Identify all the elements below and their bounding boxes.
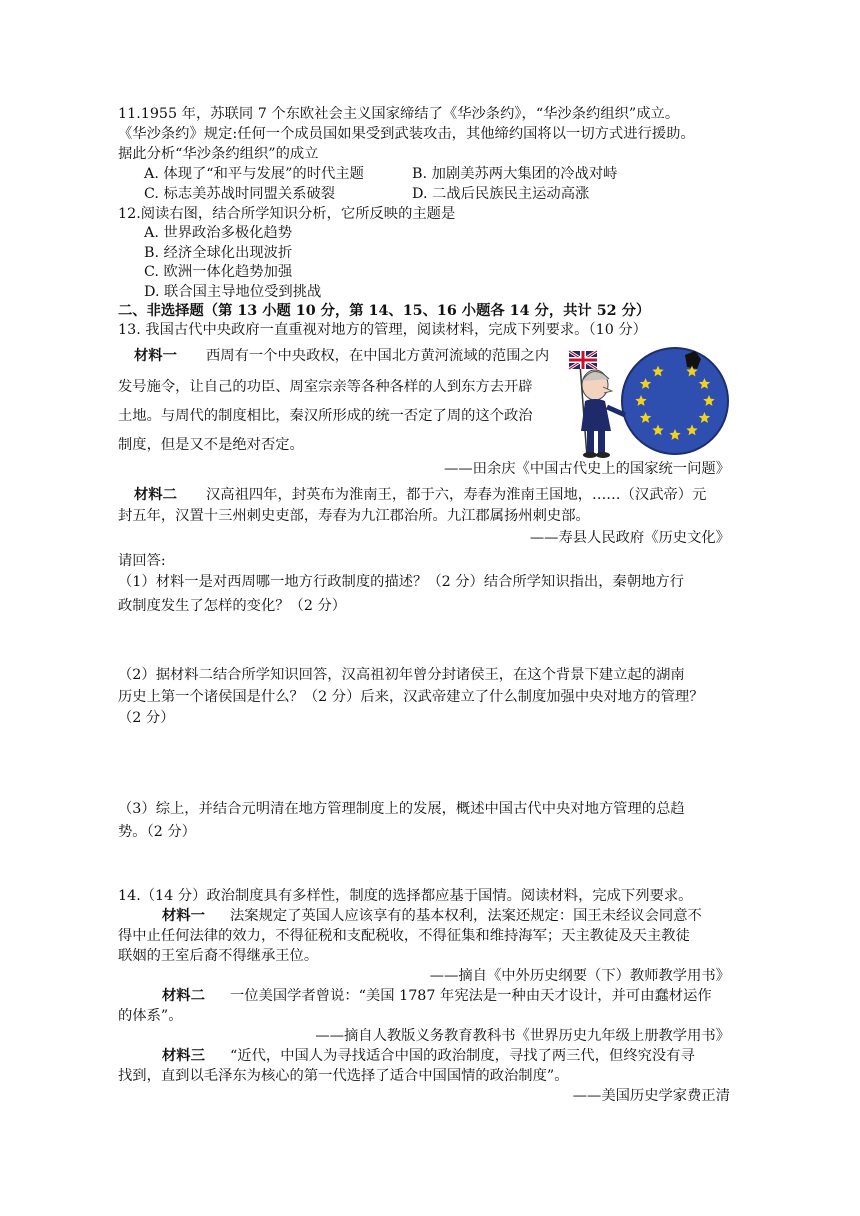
q14-material-3-line-1: “近代，中国人为寻找适合中国的政治制度，寻找了两三代，但终究没有寻	[230, 1048, 695, 1064]
q14-material-3-line-2: 找到，直到以毛泽东为核心的第一代选择了适合中国国情的政治制度”。	[118, 1068, 569, 1084]
q11-option-b: B. 加剧美苏两大集团的冷战对峙	[412, 166, 618, 182]
q14-material-3-label: 材料三	[162, 1048, 205, 1064]
eu-flag-circle-icon	[622, 348, 728, 454]
q13-stem: 13. 我国古代中央政府一直重视对地方的管理，阅读材料，完成下列要求。（10 分）	[118, 322, 647, 338]
q13-material-2-source: ——寿县人民政府《历史文化》	[529, 530, 730, 546]
q11-option-c: C. 标志美苏战时同盟关系破裂	[144, 186, 336, 202]
q14-material-1-line-1: 法案规定了英国人应该享有的基本权利，法案还规定：国王未经议会同意不	[230, 908, 702, 924]
q11-option-d: D. 二战后民族民主运动高涨	[412, 186, 590, 202]
q13-material-1-line-1: 西周有一个中央政权，在中国北方黄河流域的范围之内	[206, 348, 550, 364]
q14-material-1-line-2: 得中止任何法律的效力，不得征税和支配税收，不得征集和维持海军；天主教徒及天主教徒	[118, 928, 690, 944]
q13-material-1-line-2: 发号施令，让自己的功臣、周室宗亲等各种各样的人到东方去开辟	[118, 379, 533, 395]
q14-stem: 14.（14 分）政治制度具有多样性，制度的选择都应基于国情。阅读材料，完成下列要求。	[118, 888, 693, 904]
q13-answer-prompt: 请回答:	[118, 553, 166, 569]
q13-part-2-line-1: （2）据材料二结合所学知识回答，汉高祖初年曾分封诸侯王，在这个背景下建立起的湖南	[118, 667, 685, 683]
q13-material-1-source: ——田余庆《中国古代史上的国家统一问题》	[444, 461, 730, 477]
q13-part-1-line-2: 政制度发生了怎样的变化？（2 分）	[118, 598, 347, 614]
q13-material-2-label: 材料二	[134, 487, 177, 503]
q13-part-3-line-1: （3）综上，并结合元明清在地方管理制度上的发展，概述中国古代中央对地方管理的总趋	[118, 801, 685, 817]
q14-material-2-line-1: 一位美国学者曾说：“美国 1787 年宪法是一种由天才设计，并可由蠢材运作	[230, 988, 712, 1004]
q13-material-1-label: 材料一	[134, 348, 177, 364]
q13-part-3-line-2: 势。（2 分）	[118, 824, 196, 840]
q13-material-2-line-1: 汉高祖四年，封英布为淮南王，都于六，寿春为淮南王国地，……（汉武帝）元	[206, 487, 707, 503]
q14-material-2-label: 材料二	[162, 988, 205, 1004]
q13-material-1-line-4: 制度，但是又不是绝对否定。	[118, 437, 304, 453]
section-2-heading: 二、非选择题（第 13 小题 10 分，第 14、15、16 小题各 14 分，共计 52 分）	[118, 303, 651, 319]
q13-part-2-line-2: 历史上第一个诸侯国是什么？（2 分）后来，汉武帝建立了什么制度加强中央对地方的管理？	[118, 689, 704, 705]
q14-material-3-source: ——美国历史学家费正清	[572, 1088, 730, 1104]
union-jack-flag-icon	[569, 351, 597, 369]
q12-option-c: C. 欧洲一体化趋势加强	[144, 264, 293, 280]
brexit-cartoon-image	[567, 345, 733, 463]
politician-figure-icon	[569, 351, 625, 458]
q14-material-1-label: 材料一	[162, 908, 205, 924]
q11-stem-line-1: 11.1955 年，苏联同 7 个东欧社会主义国家缔结了《华沙条约》，“华沙条约组织”成立。	[118, 106, 680, 122]
q14-material-1-line-3: 联姻的王室后裔不得继承王位。	[118, 948, 319, 964]
q13-material-1-line-3: 土地。与周代的制度相比，秦汉所形成的统一否定了周的这个政治	[118, 408, 533, 424]
q11-stem-line-2: 《华沙条约》规定:任何一个成员国如果受到武装攻击，其他缔约国将以一切方式进行援助。	[118, 126, 695, 142]
q12-option-a: A. 世界政治多极化趋势	[144, 225, 293, 241]
q12-option-b: B. 经济全球化出现波折	[144, 245, 293, 261]
q13-material-2-line-2: 封五年，汉置十三州刺史吏部，寿春为九江郡治所。九江郡属扬州刺史部。	[118, 508, 590, 524]
q12-stem: 12.阅读右图，结合所学知识分析，它所反映的主题是	[118, 206, 456, 222]
q14-material-2-source: ——摘自人教版义务教育教科书《世界历史九年级上册教学用书》	[315, 1028, 730, 1044]
q12-option-d: D. 联合国主导地位受到挑战	[144, 284, 322, 300]
q14-material-2-line-2: 的体系”。	[118, 1008, 183, 1024]
q11-stem-line-3: 据此分析“华沙条约组织”的成立	[118, 146, 319, 162]
q13-part-2-line-3: （2 分）	[118, 710, 175, 726]
q13-part-1-line-1: （1）材料一是对西周哪一地方行政制度的描述？（2 分）结合所学知识指出，秦朝地方行	[118, 574, 685, 590]
q11-option-a: A. 体现了“和平与发展”的时代主题	[144, 166, 364, 182]
q14-material-1-source: ——摘自《中外历史纲要（下）教师教学用书》	[429, 968, 730, 984]
